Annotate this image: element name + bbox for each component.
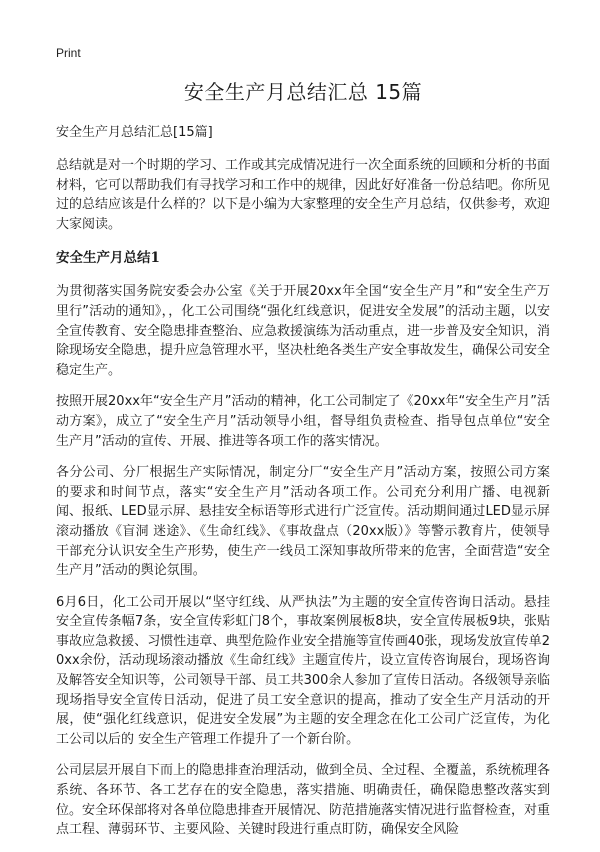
document-page — [56, 78, 550, 852]
body-paragraph-3: 各分公司、分厂根据生产实际情况，制定分厂“安全生产月”活动方案，按照公司方案的要求和时间节点，落实“安全生产月”活动各项工作。公司充分利用广播、电视新闻、报纸、LED显示屏、悬挂安全标语等形式进行广泛宣传。活动期间通过LED显示屏滚动播放《盲洞 迷途》、《生命红线》、《事故盘点（20xx版）》等警示教育片，使领导干部充分认识安全生产形势，使生产一线员工深知事故所带来的危害，全面营造“安全生产月”活动的舆论氛围。 — [56, 465, 550, 579]
body-paragraph-4: 6月6日，化工公司开展以“坚守红线、从严执法”为主题的安全宣传咨询日活动。悬挂安全宣传条幅7条，安全宣传彩虹门8个，事故案例展板8块，安全宣传展板9块，张贴事故应急救援、习惯性违章、典型危险作业安全措施等宣传画40张，现场发放宣传单20xx余份，活动现场滚动播放《生命红线》主题宣传片，设立宣传咨询展台，现场咨询及解答安全知识等，公司领导干部、员工共300余人参加了宣传日活动。各级领导亲临现场指导安全宣传日活动，促进了员工安全意识的提高，推动了安全生产月活动的开展，使“强化红线意识，促进安全发展”为主题的安全理念在化工公司广泛宣传，为化工公司以后的 安全生产管理工作提升了一个新台阶。 — [56, 594, 550, 747]
intro-paragraph: 总结就是对一个时期的学习、工作或其完成情况进行一次全面系统的回顾和分析的书面材料，它可以帮助我们有寻找学习和工作中的规律，因此好好准备一份总结吧。你所见过的总结应该是什么样的？以下是小编为大家整理的安全生产月总结，仅供参考，欢迎大家阅读。 — [56, 158, 551, 232]
body-paragraph-1: 为贯彻落实国务院安委会办公室《关于开展20xx年全国“安全生产月”和“安全生产万里行”活动的通知》，，化工公司围绕“强化红线意识，促进安全发展”的活动主题，以安全宣传教育、安全隐患排查整治、应急救援演练为活动重点，进一步普及安全知识，消除现场安全隐患，提升应急管理水平，坚决杜绝各类生产安全事故发生，确保公司安全稳定生产。 — [56, 284, 551, 378]
body-paragraph-5: 公司层层开展自下而上的隐患排查治理活动，做到全员、全过程、全覆盖，系统梳理各系统、各环节、各工艺存在的安全隐患，落实措施、明确责任，确保隐患整改落实到位。安全环保部将对各单位隐患排查开展情况、防范措施落实情况进行监督检查，对重点工程、薄弱环节、主要风险、关键时段进行重点盯防，确保安全风险 — [56, 763, 551, 838]
print-link[interactable]: Print — [56, 46, 81, 60]
section-heading: 安全生产月总结1 — [56, 250, 160, 267]
document-subtitle: 安全生产月总结汇总[15篇] — [56, 125, 213, 140]
document-title: 安全生产月总结汇总 15篇 — [183, 80, 423, 104]
body-paragraph-2: 按照开展20xx年“安全生产月”活动的精神，化工公司制定了《20xx年“安全生产月”活动方案》，成立了“安全生产月”活动领导小组，督导组负责检查、指导包点单位“安全生产月”活动的宣传、开展、推进等各项工作的落实情况。 — [56, 394, 550, 449]
